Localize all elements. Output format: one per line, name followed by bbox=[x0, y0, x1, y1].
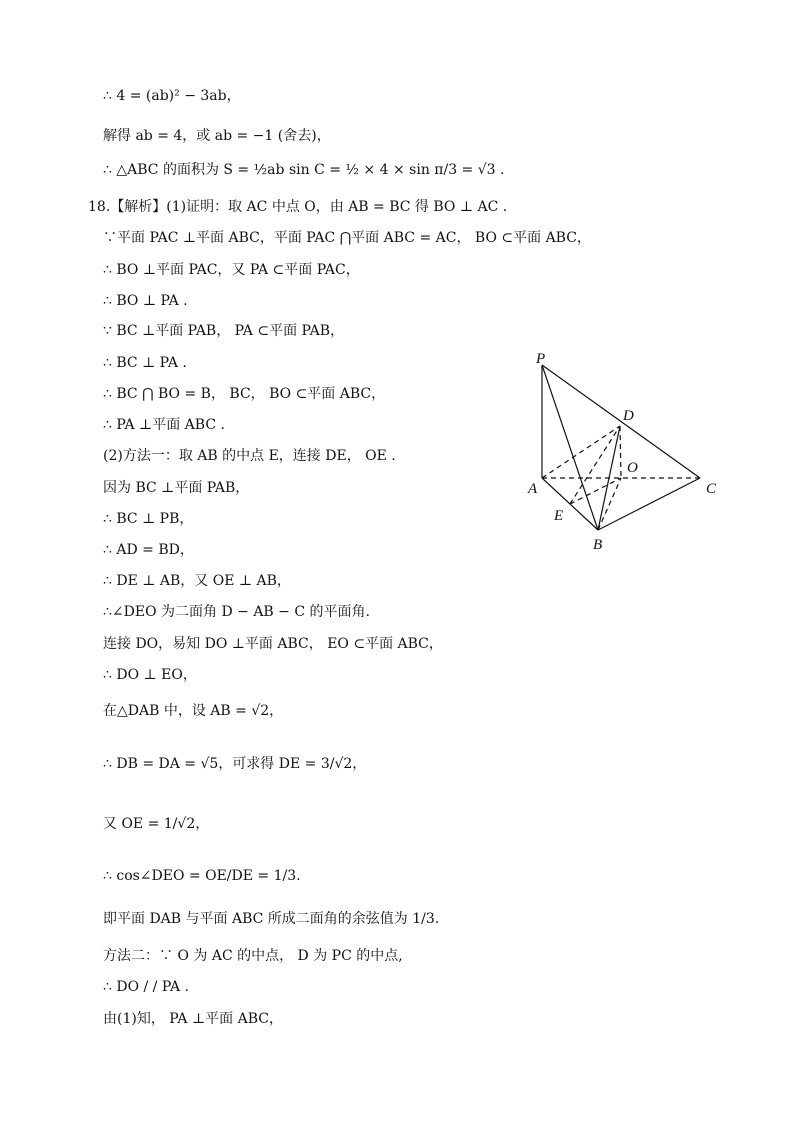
line-content: ∴ BC ⊥ PB， bbox=[103, 511, 194, 527]
line-content: ∴ BC ⋂ BO = B， BC， BO ⊂平面 ABC， bbox=[103, 386, 386, 402]
label-A: A bbox=[528, 481, 538, 497]
text-line bbox=[103, 479, 249, 497]
line-content: 由(1)知， PA ⊥平面 ABC， bbox=[103, 1011, 283, 1027]
text-line bbox=[103, 416, 225, 434]
line-content: ∴ DB = DA = √5，可求得 DE = 3/√2， bbox=[103, 756, 367, 772]
line-content: ∴ PA ⊥平面 ABC . bbox=[103, 417, 225, 433]
text-line bbox=[103, 322, 344, 340]
text-line bbox=[103, 127, 331, 145]
label-B: B bbox=[593, 537, 603, 553]
edge-EO bbox=[570, 478, 621, 504]
line-content: 即平面 DAB 与平面 ABC 所成二面角的余弦值为 1/3. bbox=[103, 911, 440, 927]
text-line bbox=[103, 292, 188, 310]
line-content: ∵ BC ⊥平面 PAB， PA ⊂平面 PAB， bbox=[103, 323, 345, 339]
line-content: 解得 ab = 4，或 ab = −1 (舍去)， bbox=[103, 128, 331, 144]
text-line bbox=[103, 910, 439, 928]
line-content: ∴ △ABC 的面积为 S = ½ab sin C = ½ × 4 × sin π/3 = √3 . bbox=[103, 162, 505, 178]
text-line bbox=[103, 572, 291, 590]
edge-ED bbox=[570, 426, 620, 504]
edge-BC bbox=[598, 478, 700, 530]
text-line bbox=[103, 666, 197, 684]
pyramid-diagram bbox=[520, 350, 730, 560]
text-line bbox=[103, 978, 189, 996]
label-P: P bbox=[536, 351, 546, 367]
text-line bbox=[103, 755, 366, 773]
line-content: ∴ DO / / PA . bbox=[103, 979, 189, 995]
text-line bbox=[103, 635, 443, 653]
label-O: O bbox=[627, 460, 638, 476]
line-content: ∴ 4 = (ab)² − 3ab， bbox=[103, 88, 241, 104]
text-line bbox=[103, 354, 187, 372]
line-content: ∵平面 PAC ⊥平面 ABC，平面 PAC ⋂平面 ABC = AC， BO ⊂平面 ABC， bbox=[103, 230, 591, 246]
line-content: ∴ BO ⊥平面 PAC，又 PA ⊂平面 PAC， bbox=[103, 262, 360, 278]
line-content: ∴ AD = BD， bbox=[103, 542, 194, 558]
edge-BO bbox=[598, 478, 621, 530]
label-E: E bbox=[554, 508, 564, 524]
line-content: ∴ DO ⊥ EO， bbox=[103, 667, 197, 683]
text-line bbox=[103, 702, 283, 720]
line-content: ∴ BC ⊥ PA . bbox=[103, 355, 187, 371]
text-line bbox=[103, 603, 370, 621]
text-line bbox=[103, 815, 209, 833]
label-C: C bbox=[706, 481, 717, 497]
line-content: (2)方法一：取 AB 的中点 E，连接 DE， OE . bbox=[103, 448, 396, 464]
text-line bbox=[103, 947, 403, 965]
edge-AD bbox=[542, 426, 620, 478]
line-content: 连接 DO，易知 DO ⊥平面 ABC， EO ⊂平面 ABC， bbox=[103, 636, 443, 652]
text-line bbox=[103, 261, 360, 279]
edge-DO bbox=[620, 426, 621, 478]
line-content: 因为 BC ⊥平面 PAB， bbox=[103, 480, 250, 496]
line-content: ∴ BO ⊥ PA . bbox=[103, 293, 188, 309]
edge-PB bbox=[542, 365, 598, 530]
text-line bbox=[103, 541, 194, 559]
text-line bbox=[103, 87, 241, 105]
text-line bbox=[103, 867, 301, 885]
line-content: 方法二：∵ O 为 AC 的中点， D 为 PC 的中点, bbox=[103, 948, 403, 964]
text-line bbox=[103, 510, 193, 528]
text-line bbox=[103, 161, 504, 179]
line-content: 在△DAB 中，设 AB = √2， bbox=[103, 703, 284, 719]
line-content: ∴ DE ⊥ AB，又 OE ⊥ AB， bbox=[103, 573, 291, 589]
label-D: D bbox=[623, 408, 634, 424]
text-line bbox=[103, 1010, 283, 1028]
line-content: ∴ cos∠DEO = OE/DE = 1/3. bbox=[103, 868, 301, 884]
line-content: ∴∠DEO 为二面角 D − AB − C 的平面角. bbox=[103, 604, 370, 620]
text-line bbox=[103, 229, 591, 247]
edge-PC bbox=[542, 365, 700, 478]
text-line bbox=[103, 447, 396, 465]
text-line bbox=[88, 198, 507, 216]
line-content: 18.【解析】(1)证明：取 AC 中点 O，由 AB = BC 得 BO ⊥ AC . bbox=[88, 199, 508, 215]
text-line bbox=[103, 385, 385, 403]
line-content: 又 OE = 1/√2， bbox=[103, 816, 210, 832]
